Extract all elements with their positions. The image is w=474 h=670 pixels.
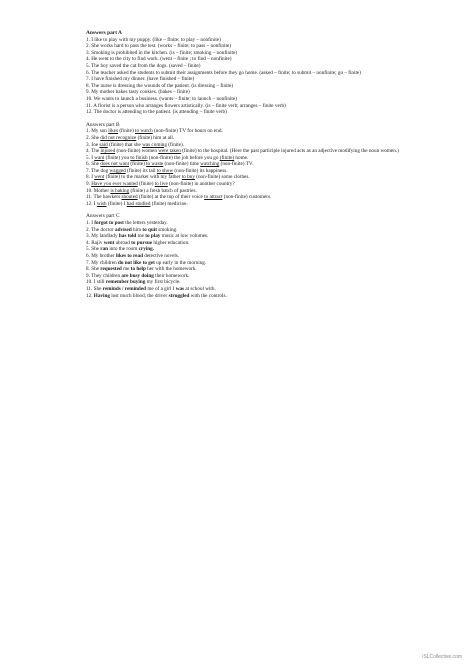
text-segment: 7. The dog: [86, 167, 110, 174]
underlined-verb: said: [99, 141, 108, 148]
text-segment: 9. My mother bakes tasty cookies. (bakes – finite): [86, 89, 190, 96]
bold-verb: do not like to get: [117, 259, 155, 266]
underlined-verb: were taken: [158, 148, 181, 155]
text-segment: at school with.: [184, 285, 216, 292]
text-segment: 3. Joe: [86, 141, 100, 148]
text-segment: 7. I have finished my dinner. (have finished – finite): [86, 76, 195, 83]
text-segment: smoking.: [156, 226, 178, 233]
text-segment: (finite) I: [106, 200, 127, 207]
section-title: Answers part B: [86, 121, 120, 128]
text-segment: 6. She: [86, 161, 101, 168]
bold-verb: struggled: [168, 292, 190, 299]
section-title: Answers part C: [86, 213, 120, 220]
answer-item: [86, 43, 426, 50]
text-segment: higher education.: [152, 239, 190, 246]
bold-verb: requested: [100, 266, 122, 273]
underlined-verb: does not want: [100, 161, 130, 168]
answer-item: [86, 227, 426, 234]
underlined-verb: went: [94, 174, 105, 181]
text-segment: (non-finite) the job before you go: [147, 154, 220, 161]
underlined-verb: shouted: [121, 194, 138, 201]
text-segment: 2. She works hard to pass the test. (works – finite; to pass – nonfinite): [86, 43, 231, 50]
underlined-verb: to attract: [204, 194, 223, 201]
text-segment: lost much blood, the driver: [109, 292, 169, 299]
answers-section: [86, 122, 426, 208]
answer-item: [86, 181, 426, 188]
text-segment: (finite) that she: [107, 141, 143, 148]
text-segment: 1. My son: [86, 128, 109, 135]
text-segment: 2. She: [86, 134, 101, 141]
bold-verb: to quit: [142, 226, 157, 233]
text-segment: music at low volumes.: [160, 233, 209, 240]
text-segment: (finite) medicine.: [150, 200, 188, 207]
answer-item: [86, 128, 426, 135]
text-segment: her with the homework.: [145, 266, 197, 273]
text-segment: their homework.: [153, 272, 190, 279]
text-segment: 11. She: [86, 285, 103, 292]
text-segment: (finite) at the top of their voice: [137, 194, 205, 201]
answer-item: [86, 240, 426, 247]
text-segment: 2. The doctor: [86, 226, 116, 233]
text-segment: (finite) you: [104, 154, 131, 161]
text-segment: abroad: [114, 239, 132, 246]
bold-verb: advised: [115, 226, 132, 233]
answer-item: [86, 148, 426, 155]
text-segment: 4. Rajiv: [86, 239, 104, 246]
answer-item: [86, 286, 426, 293]
text-segment: me: [136, 233, 146, 240]
text-segment: 12. The doctor is attending to the patient. (is attending – finite verb): [86, 109, 227, 116]
text-segment: (non-finite) customers.: [222, 194, 272, 201]
bold-verb: ran: [100, 246, 109, 253]
answer-item: [86, 293, 426, 300]
text-segment: my first bicycle.: [145, 279, 181, 286]
bold-verb: are busy doing: [121, 272, 154, 279]
text-segment: (finite): [129, 161, 147, 168]
underlined-verb: did not recognize: [100, 134, 137, 141]
underlined-verb: to buy: [181, 174, 195, 181]
text-segment: (finite) a fresh batch of pastries.: [129, 187, 197, 194]
text-segment: 8. She: [86, 266, 101, 273]
text-segment: 10. Mother: [86, 187, 111, 194]
underlined-verb: want: [94, 154, 105, 161]
text-segment: (finite).: [167, 141, 184, 148]
text-segment: 3. Smoking is prohibited in the kitchen. (is – finite; smoking – nonfinite): [86, 49, 237, 56]
text-segment: 3. My landlady: [86, 233, 119, 240]
text-segment: 10. We wants to launch a business. (wants – finite; to launch – nonfinite): [86, 95, 237, 102]
answer-item: [86, 246, 426, 253]
text-segment: 7. My children: [86, 259, 118, 266]
underlined-verb: had studied: [126, 200, 151, 207]
answer-item: [86, 135, 426, 142]
text-segment: (non-finite) TV for hours on end.: [152, 128, 223, 135]
text-segment: 11. A florist is a person who arranges flowers artistically. (is – finite verb; arranges – finite verb): [86, 102, 286, 109]
answer-item: [86, 63, 426, 70]
text-segment: (finite) to the market with my father: [104, 174, 182, 181]
bold-verb: went: [103, 239, 115, 246]
bold-verb: remember buying: [105, 279, 146, 286]
answer-item: [86, 253, 426, 260]
text-segment: up early in the morning.: [154, 259, 207, 266]
underlined-verb: Have you ever wanted: [91, 181, 138, 188]
text-segment: 4. He went to the city to find work. (went – finite ; to find – nonfinite): [86, 56, 232, 63]
underlined-verb: injured: [100, 148, 116, 155]
answer-item: [86, 201, 426, 208]
answer-item: [86, 76, 426, 83]
text-segment: 9. They children: [86, 272, 122, 279]
text-segment: 9.: [86, 181, 92, 188]
text-segment: home.: [234, 154, 249, 161]
text-segment: 11. The hawkers: [86, 194, 122, 201]
text-segment: 8. The nurse is dressing the wounds of the patient. (is dressing – finite): [86, 82, 234, 89]
underlined-verb: to waste: [146, 161, 164, 168]
text-segment: 1. I: [86, 220, 95, 227]
text-segment: 5. She: [86, 246, 101, 253]
text-segment: 1. I like to play with my puppy. (like – finite; to play – nonfinite): [86, 36, 221, 43]
bold-verb: was: [175, 285, 185, 292]
text-segment: (non-finite) women: [115, 148, 159, 155]
text-segment: the letters yesterday.: [123, 220, 168, 227]
section-title: Answers part A: [86, 30, 122, 36]
answer-item: [86, 56, 426, 63]
answer-item: [86, 260, 426, 267]
underlined-verb: was coming: [142, 141, 167, 148]
text-segment: (non-finite) time: [163, 161, 201, 168]
answer-item: [86, 89, 426, 96]
text-segment: 6. My brother: [86, 253, 116, 259]
bold-verb: reminds / reminded: [102, 285, 147, 292]
text-segment: detective novels.: [142, 253, 180, 259]
text-segment: 12. I: [86, 200, 97, 207]
text-segment: me of a girl I: [146, 285, 176, 292]
underlined-verb: wish: [96, 200, 107, 207]
text-segment: (finite) to the hospital. (Here the past participle injured acts as an adjective modifying the noun women.): [180, 148, 399, 155]
bold-verb: to pursue: [131, 239, 153, 246]
underlined-verb: to watch: [135, 128, 153, 135]
text-segment: (non-finite) its happiness.: [173, 167, 228, 174]
answer-item: [86, 109, 426, 116]
text-segment: him: [131, 226, 143, 233]
text-segment: (finite) him at all.: [136, 134, 175, 141]
underlined-verb: to finish: [130, 154, 148, 161]
answers-section: [86, 30, 426, 116]
text-segment: (non-finite) TV.: [219, 161, 254, 168]
answer-item: [86, 194, 426, 201]
watermark: iSLCollective.com: [422, 654, 462, 660]
text-segment: 10. I still: [86, 279, 106, 286]
answer-item: [86, 279, 426, 286]
text-segment: (finite): [137, 181, 155, 188]
underlined-verb: wagged: [109, 167, 126, 174]
text-segment: 5. I: [86, 154, 95, 161]
text-segment: (finite): [118, 128, 136, 135]
answer-item: [86, 161, 426, 168]
underlined-verb: watching: [200, 161, 220, 168]
answer-item: [86, 233, 426, 240]
bold-verb: likes to read: [115, 253, 143, 259]
bold-verb: to help: [130, 266, 146, 273]
text-segment: into the room: [108, 246, 139, 253]
text-segment: 12.: [86, 292, 94, 299]
text-segment: 5. The boy saved the cat from the dogs. (saved – finite): [86, 62, 201, 69]
answer-item: [86, 266, 426, 273]
bold-verb: Having: [93, 292, 110, 299]
answers-section: [86, 213, 426, 299]
answer-item: [86, 220, 426, 227]
bold-verb: forgot to post: [94, 220, 124, 227]
underlined-verb: is baking: [110, 187, 130, 194]
answer-item: [86, 96, 426, 103]
bold-verb: crying.: [138, 246, 155, 253]
underlined-verb: (finite): [219, 154, 235, 161]
text-segment: 4. The: [86, 148, 101, 155]
underlined-verb: likes: [108, 128, 119, 135]
bold-verb: to play: [145, 233, 161, 240]
text-segment: me: [121, 266, 131, 273]
text-segment: with the controls.: [189, 292, 227, 299]
bold-verb: has told: [118, 233, 137, 240]
text-segment: 8. I: [86, 174, 95, 181]
underlined-verb: to show: [156, 167, 174, 174]
underlined-verb: to live: [154, 181, 168, 188]
text-segment: (non-finite) in another country?: [167, 181, 235, 188]
text-segment: 6. The teacher asked the students to submit their assignments before they go home. (asked – finite; to submit – nonfinite; go – finite): [86, 69, 361, 76]
text-segment: (non-finite) some clothes.: [194, 174, 250, 181]
text-segment: (finite) its tail: [125, 167, 157, 174]
answer-sheet: [86, 30, 426, 305]
